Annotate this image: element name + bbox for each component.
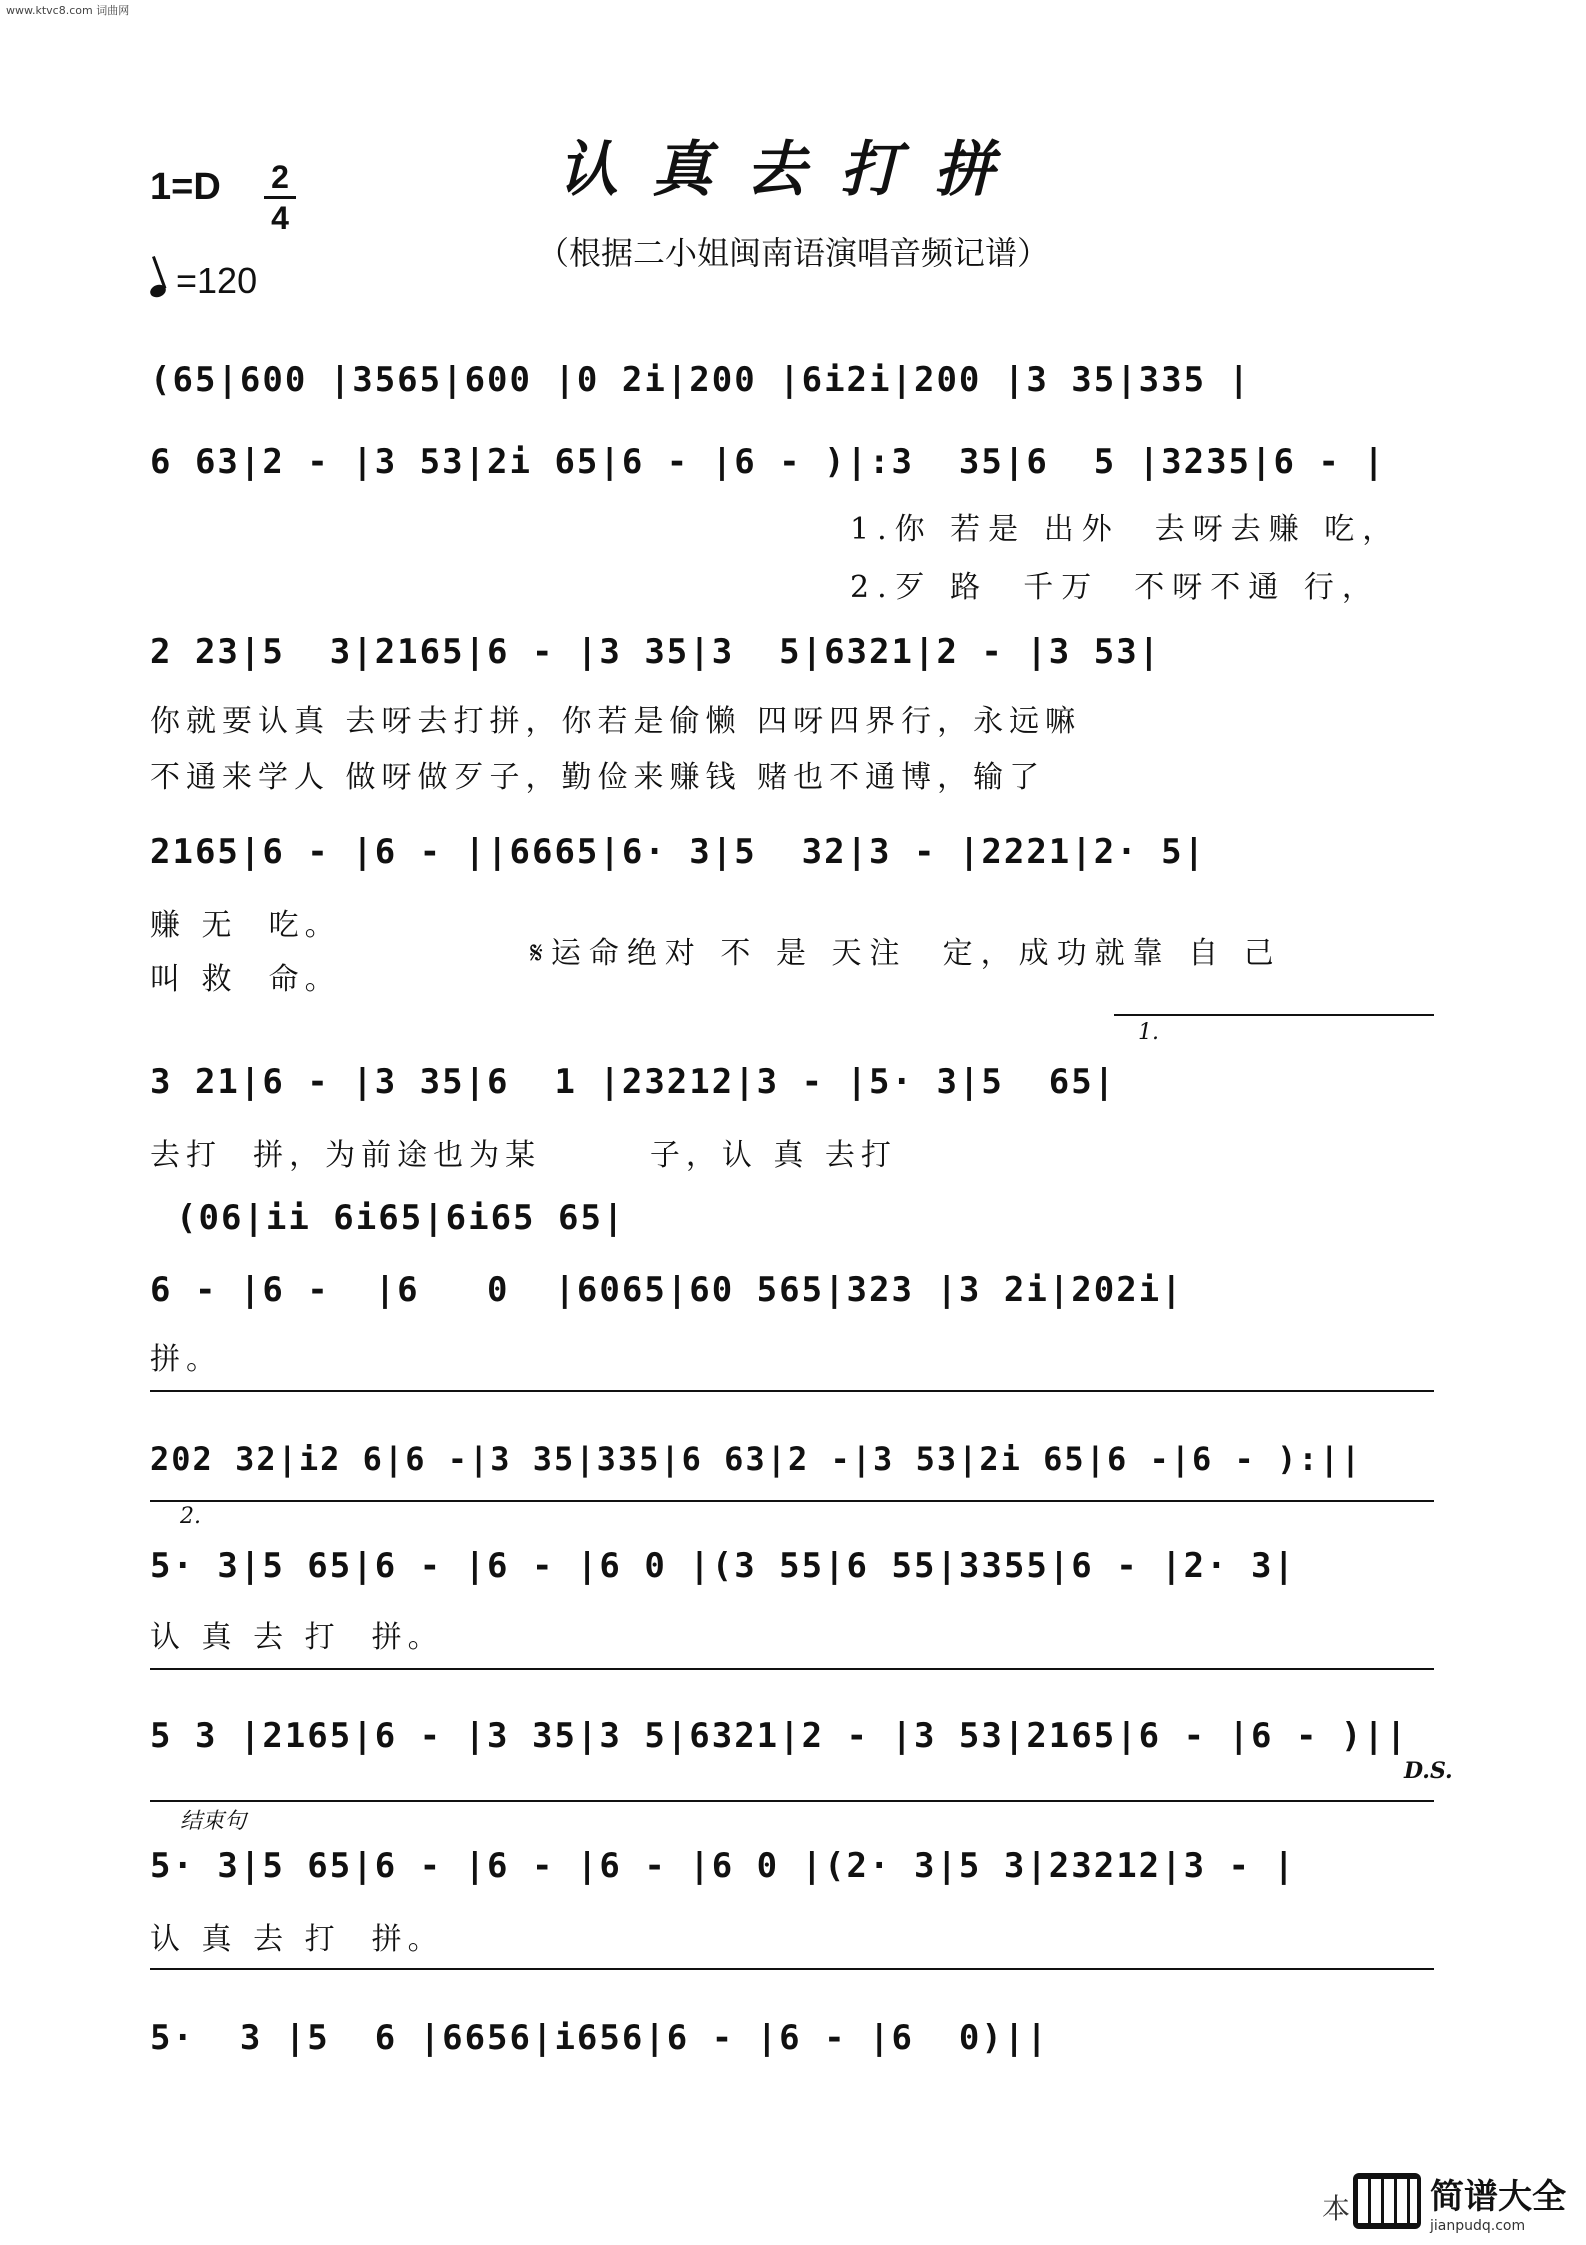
logo-text: 简谱大全 xyxy=(1430,2176,1566,2217)
score-line-9: 5· 3|5 65|6 - |6 - |6 0 |(3 55|6 55|3355|6 - |2· 3| xyxy=(150,1546,1296,1586)
lyric-verse1-line1: 1.你 若是 出外 去呀去赚 吃， xyxy=(850,512,1401,547)
lyric-coda: 认 真 去 打 拼。 xyxy=(150,1922,444,1957)
lyric-chorus-line2: 去打 拼，为前途也为某 子，认 真 去打 xyxy=(150,1138,897,1173)
score-line-10: 5 3 |2165|6 - |3 35|3 5|6321|2 - |3 53|2165|6 - |6 - )|| xyxy=(150,1716,1409,1756)
coda-label: 结束句 xyxy=(180,1809,247,1834)
coda-bracket xyxy=(150,1800,1434,1802)
volta-2-label: 2. xyxy=(180,1504,201,1529)
score-line-8: 202 32|i2 6|6 -|3 35|335|6 63|2 -|3 53|2i 65|6 -|6 - ):|| xyxy=(150,1440,1363,1478)
ds-marking: D.S. xyxy=(1404,1758,1453,1784)
score-line-7: 6 - |6 - |6 0 |6065|60 565|323 |3 2i|202i| xyxy=(150,1270,1184,1310)
lyric-chorus-line1: 𝄋运命绝对 不 是 天注 定，成功就靠 自 己 xyxy=(530,936,1282,971)
tempo-marking xyxy=(150,260,257,302)
logo-url: jianpudq.com xyxy=(1430,2217,1526,2234)
lyric-verse2-line1: 2.歹 路 千万 不呀不通 行， xyxy=(850,570,1380,605)
lyric-verse1-line3: 赚 无 吃。 xyxy=(150,908,341,943)
score-line-2: 6 63|2 - |3 53|2i 65|6 - |6 - )|:3 35|6 5 |3235|6 - | xyxy=(150,442,1386,482)
score-line-5: 3 21|6 - |3 35|6 1 |23212|3 - |5· 3|5 65| xyxy=(150,1062,1117,1102)
time-signature-bottom: 4 xyxy=(271,200,289,236)
score-line-6-interlude: (06|ii 6i65|6i65 65| xyxy=(176,1198,626,1238)
lyric-verse2-line2: 不通来学人 做呀做歹子，勤俭来赚钱 赌也不通博，输了 xyxy=(150,760,1046,795)
page-subtitle: （根据二小姐闽南语演唱音频记谱） xyxy=(536,234,1049,272)
volta-2-bracket xyxy=(150,1500,1434,1502)
volta-1-label: 1. xyxy=(1138,1020,1159,1045)
key-signature: 1=D xyxy=(150,166,221,208)
piano-keys-icon xyxy=(1352,2171,1422,2231)
page-number: 本 xyxy=(1321,2192,1350,2225)
score-line-12: 5· 3 |5 6 |6656|i656|6 - |6 - |6 0)|| xyxy=(150,2018,1049,2058)
volta-1-bracket xyxy=(1114,1014,1434,1016)
score-line-3: 2 23|5 3|2165|6 - |3 35|3 5|6321|2 - |3 53| xyxy=(150,632,1162,672)
page-title: 认真去打拼 xyxy=(558,135,1028,205)
system-divider-1 xyxy=(150,1390,1434,1392)
site-logo xyxy=(1352,2169,1572,2233)
time-signature-top: 2 xyxy=(271,159,289,195)
time-signature-bar xyxy=(264,196,296,199)
score-line-1: (65|600 |3565|600 |0 2i|200 |6i2i|200 |3 35|335 | xyxy=(150,360,1252,400)
lyric-ending2: 认 真 去 打 拼。 xyxy=(150,1620,444,1655)
score-line-4: 2165|6 - |6 - ||6665|6· 3|5 32|3 - |2221|2· 5| xyxy=(150,832,1207,872)
system-divider-2 xyxy=(150,1668,1434,1670)
score-line-11: 5· 3|5 65|6 - |6 - |6 - |6 0 |(2· 3|5 3|23212|3 - | xyxy=(150,1846,1296,1886)
lyric-verse2-line3: 叫 救 命。 xyxy=(150,962,341,997)
tempo-value: =120 xyxy=(176,260,258,301)
lyric-end1: 拼。 xyxy=(150,1342,222,1377)
watermark: www.ktvc8.com 词曲网 xyxy=(6,4,130,17)
system-divider-3 xyxy=(150,1968,1434,1970)
time-signature xyxy=(260,160,300,235)
quarter-note-icon xyxy=(148,283,167,300)
lyric-verse1-line2: 你就要认真 去呀去打拼，你若是偷懒 四呀四界行，永远嘛 xyxy=(150,704,1082,739)
